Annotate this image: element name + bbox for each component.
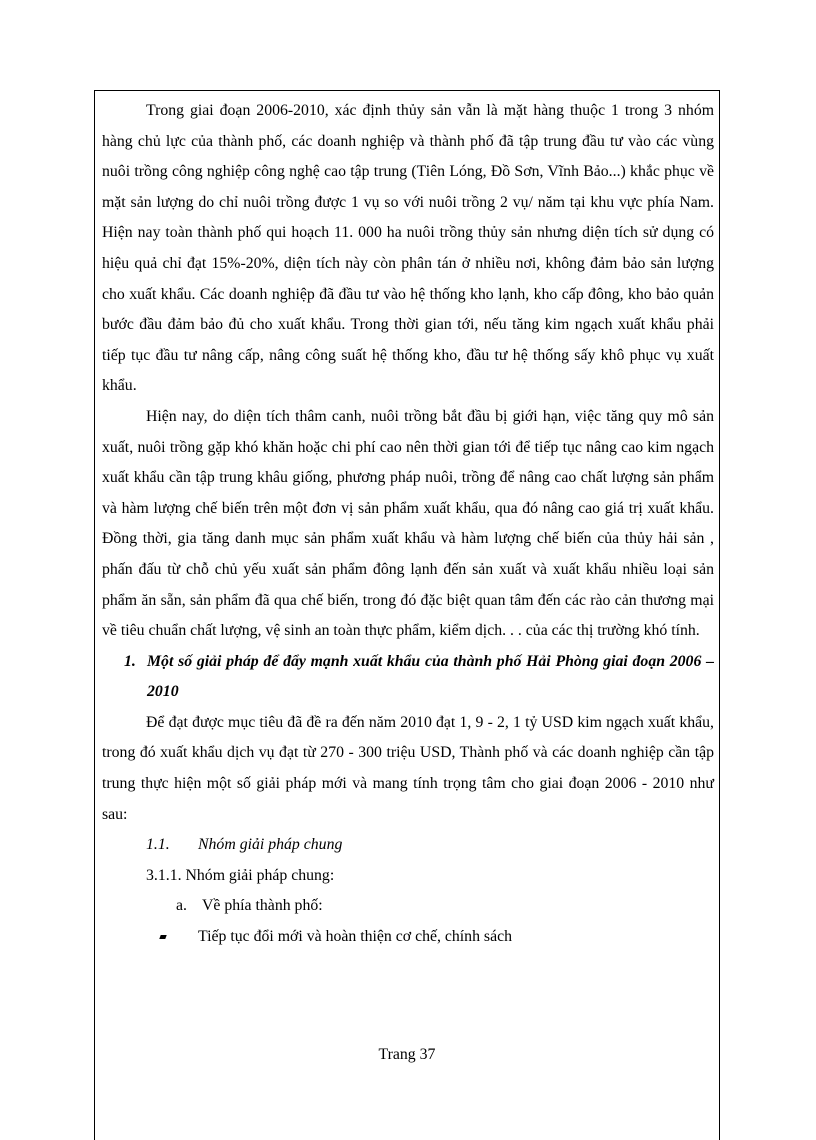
paragraph-1: Trong giai đoạn 2006-2010, xác định thủy sản vẫn là mặt hàng thuộc 1 trong 3 nhóm hàng chủ lực của thành phố, các doanh nghiệp và thành phố đã tập trung đầu tư vào các vùng nuôi trồng công nghiệp công nghệ cao tập trung (Tiên Lóng, Đồ Sơn, Vĩnh Bảo...) khắc phục về mặt sản lượng do chỉ nuôi trồng được 1 vụ so với nuôi trồng 2 vụ/ năm tại khu vực phía Nam. Hiện nay toàn thành phố qui hoạch 11. 000 ha nuôi trồng thủy sản nhưng diện tích sử dụng có hiệu quả chỉ đạt 15%-20%, diện tích này còn phân tán ở nhiều nơi, không đảm bảo sản lượng cho xuất khẩu. Các doanh nghiệp đã đầu tư vào hệ thống kho lạnh, kho cấp đông, kho bảo quản bước đầu đảm bảo đủ cho xuất khẩu. Trong thời gian tới, nếu tăng kim ngạch xuất khẩu phải tiếp tục đầu tư nâng cấp, nâng công suất hệ thống kho, đầu tư hệ thống sấy khô phục vụ xuất khẩu. [102, 102, 714, 395]
section-heading [102, 647, 714, 708]
section-paragraph: Để đạt được mục tiêu đã đề ra đến năm 2010 đạt 1, 9 - 2, 1 tỷ USD kim ngạch xuất khẩu, trong đó xuất khẩu dịch vụ đạt từ 270 - 300 triệu USD, Thành phố và các doanh nghiệp cần tập trung thực hiện một số giải pháp mới và mang tính trọng tâm cho giai đoạn 2006 - 2010 như sau: [102, 713, 714, 823]
subsection-title: Nhóm giải pháp chung [198, 836, 343, 854]
section-title: Một số giải pháp để đẩy mạnh xuất khẩu của thành phố Hải Phòng giai đoạn 2006 – 2010 [147, 652, 714, 701]
list-item-a-text: Về phía thành phố: [202, 897, 323, 915]
subsection-number: 1.1. [146, 836, 170, 854]
page-number: Trang 37 [378, 1046, 436, 1063]
list-item-a-number: a. [176, 897, 187, 915]
subsection-heading [102, 830, 714, 861]
paragraph-2: Hiện nay, do diện tích thâm canh, nuôi trồng bắt đầu bị giới hạn, việc tăng quy mô sản xuất, nuôi trồng gặp khó khăn hoặc chi phí cao nên thời gian tới để tiếp tục nâng cao kim ngạch xuất khẩu cần tập trung khâu giống, phương pháp nuôi, trồng để nâng cao chất lượng sản phẩm và hàm lượng chế biến trên một đơn vị sản phẩm xuất khẩu, qua đó nâng cao giá trị xuất khẩu. Đồng thời, gia tăng danh mục sản phẩm xuất khẩu và hàm lượng chế biến của thủy hải sản , phấn đấu từ chỗ chủ yếu xuất sản phẩm đông lạnh đến sản xuất và xuất khẩu nhiều loại sản phẩm ăn sẵn, sản phẩm đã qua chế biến, trong đó đặc biệt quan tâm đến các rào cản thương mại về tiêu chuẩn chất lượng, vệ sinh an toàn thực phẩm, kiểm dịch. . . của các thị trường khó tính. [102, 407, 714, 640]
subsubsection-heading: 3.1.1. Nhóm giải pháp chung: [146, 866, 335, 884]
bullet-item [102, 922, 714, 953]
bullet-text: Tiếp tục đổi mới và hoàn thiện cơ chế, chính sách [198, 928, 513, 946]
section-number: 1. [124, 652, 136, 670]
list-item-a [102, 891, 714, 922]
document-body [102, 96, 714, 953]
